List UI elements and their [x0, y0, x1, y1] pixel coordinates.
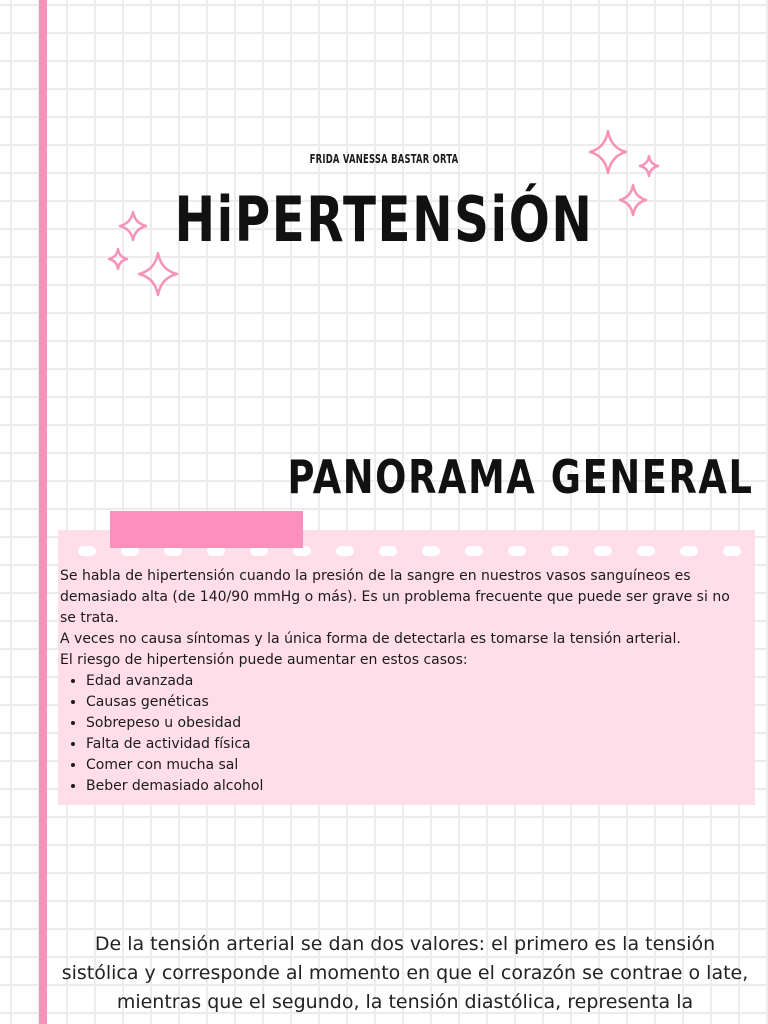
hole: [78, 546, 96, 556]
hole: [723, 546, 741, 556]
hole: [551, 546, 569, 556]
info-paragraph: El riesgo de hipertensión puede aumentar en estos casos:: [60, 652, 468, 668]
list-item: • Beber demasiado alcohol: [86, 776, 730, 797]
risk-list: [60, 671, 730, 797]
info-box: [58, 530, 755, 805]
info-paragraph: Se habla de hipertensión cuando la presión de la sangre en nuestros vasos sanguíneos es demasiado alta (de 140/90 mmHg o más). Es un problema frecuente que puede ser grave si no se trata.: [60, 568, 730, 626]
hole: [594, 546, 612, 556]
section-title: PANORAMA GENERAL: [287, 450, 754, 504]
list-item: • Sobrepeso u obesidad: [86, 713, 730, 734]
info-paragraph: A veces no causa síntomas y la única forma de detectarla es tomarse la tensión arterial.: [60, 631, 681, 647]
list-item: • Falta de actividad física: [86, 734, 730, 755]
author-name: FRIDA VANESSA BASTAR ORTA: [309, 152, 459, 166]
hole: [637, 546, 655, 556]
bottom-paragraph: De la tensión arterial se dan dos valores: el primero es la tensión sistólica y corresponde al momento en que el corazón se contrae o late, mientras que el segundo, la tensión diastólica, representa la: [61, 933, 749, 1013]
list-item: • Edad avanzada: [86, 671, 730, 692]
pink-tab-decoration: [110, 511, 303, 548]
hole: [680, 546, 698, 556]
list-item: • Comer con mucha sal: [86, 755, 730, 776]
sparkle-icon: [139, 253, 177, 295]
page-title: HiPERTENSiÓN: [174, 183, 594, 256]
hole: [336, 546, 354, 556]
hole: [465, 546, 483, 556]
list-item: • Causas genéticas: [86, 692, 730, 713]
hole: [379, 546, 397, 556]
hole: [508, 546, 526, 556]
hole: [422, 546, 440, 556]
info-text: [60, 566, 730, 797]
